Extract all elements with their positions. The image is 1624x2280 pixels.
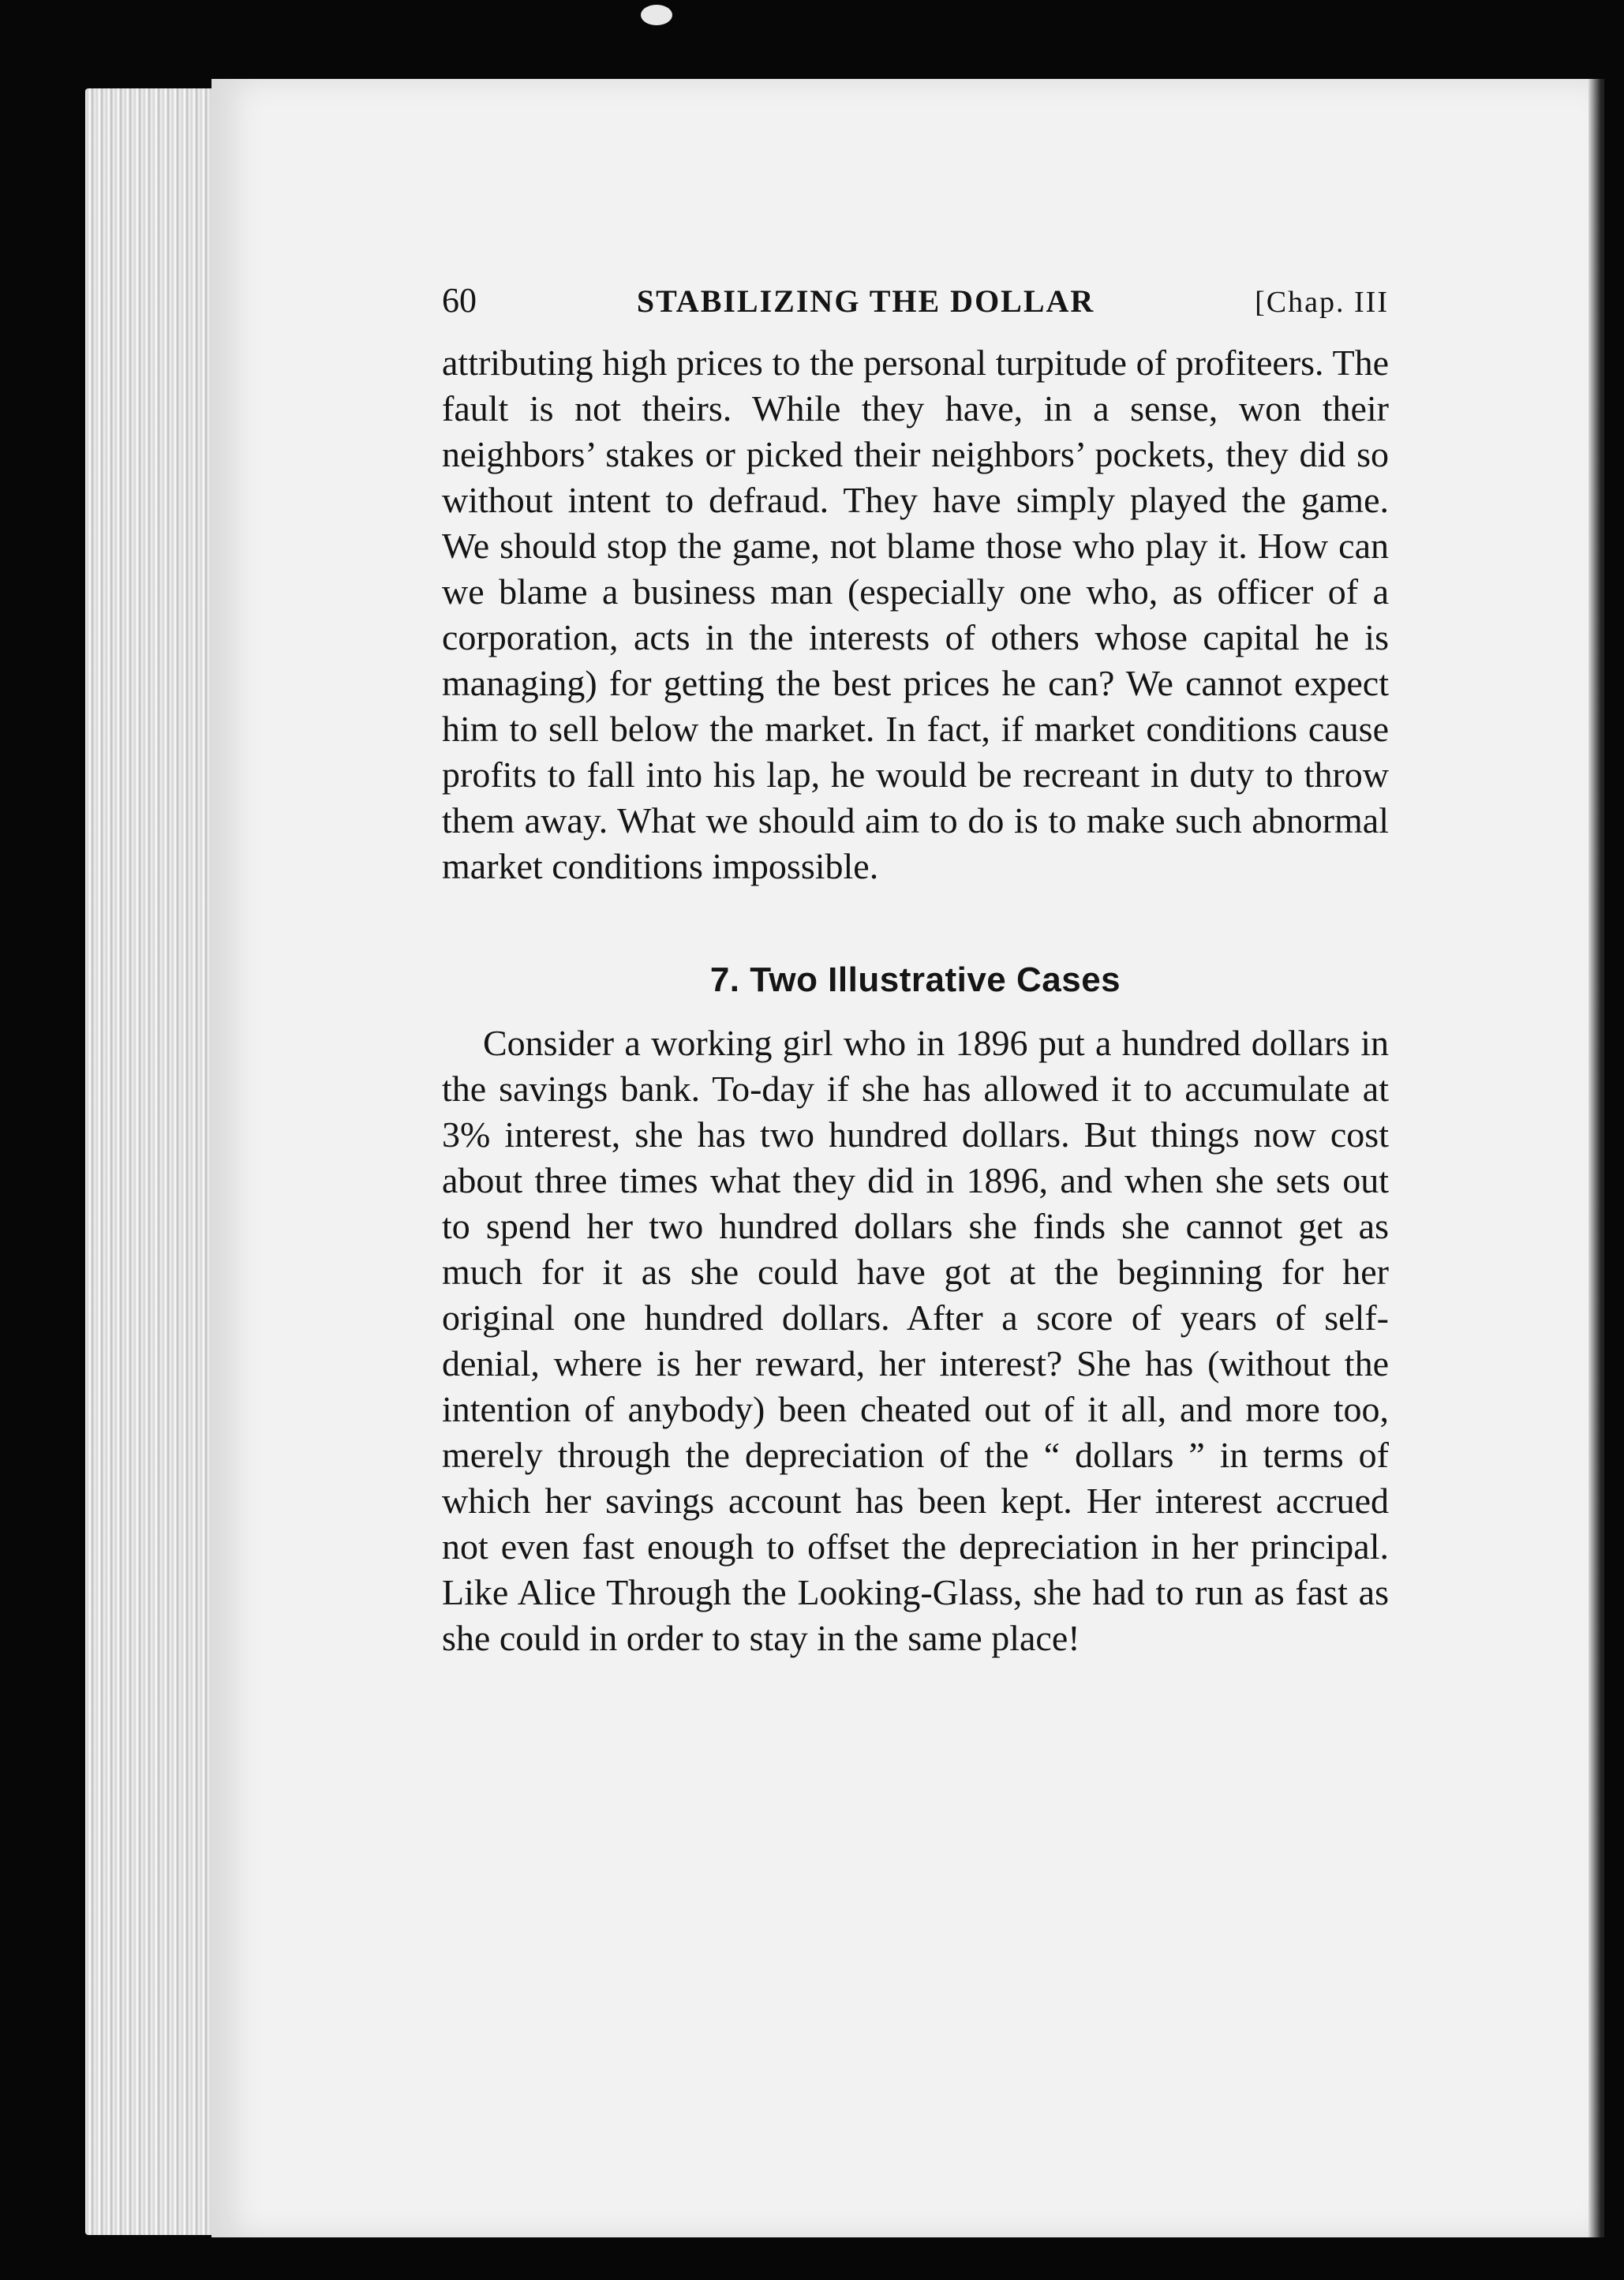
scan-dust-mark	[641, 5, 672, 25]
body-paragraph-2: Consider a working girl who in 1896 put a hundred dollars in the savings bank. To-day if she has allowed it to accumulate at 3% interest, she has two hundred dollars. But things now cost about three times what they did in 1896, and when she sets out to spend her two hundred dollars she finds she cannot get as much for it as she could have got at the beginning for her original one hundred dollars. After a score of years of self-denial, where is her reward, her interest? She has (without the intention of anybody) been cheated out of it all, and more too, merely through the depreciation of the “ dollars ” in terms of which her savings account has been kept. Her interest accrued not even fast enough to offset the depreciation in her principal. Like Alice Through the Looking-Glass, she had to run as fast as she could in order to stay in the same place!	[442, 1023, 1389, 1658]
running-head	[442, 280, 1389, 340]
chapter-label: [Chap. III	[1255, 286, 1389, 319]
body-paragraph-1: attributing high prices to the personal turpitude of profiteers. The fault is not theirs. While they have, in a sense, won their neighbors’ stakes or picked their neighbors’ pockets, they did so without intent to defraud. They have simply played the game. We should stop the game, not blame those who play it. How can we blame a business man (especially one who, as officer of a corporation, acts in the interests of others whose capital he is managing) for getting the best prices he can? We cannot expect him to sell below the market. In fact, if market conditions cause profits to fall into his lap, he would be recreant in duty to throw them away. What we should aim to do is to make such abnormal market conditions impossible.	[442, 343, 1389, 886]
book-title: STABILIZING THE DOLLAR	[636, 283, 1095, 319]
page-text-block	[442, 280, 1389, 1661]
page-number: 60	[442, 281, 477, 320]
section-heading: 7. Two Illustrative Cases	[709, 960, 1121, 999]
page-right-edge	[1588, 79, 1604, 2237]
